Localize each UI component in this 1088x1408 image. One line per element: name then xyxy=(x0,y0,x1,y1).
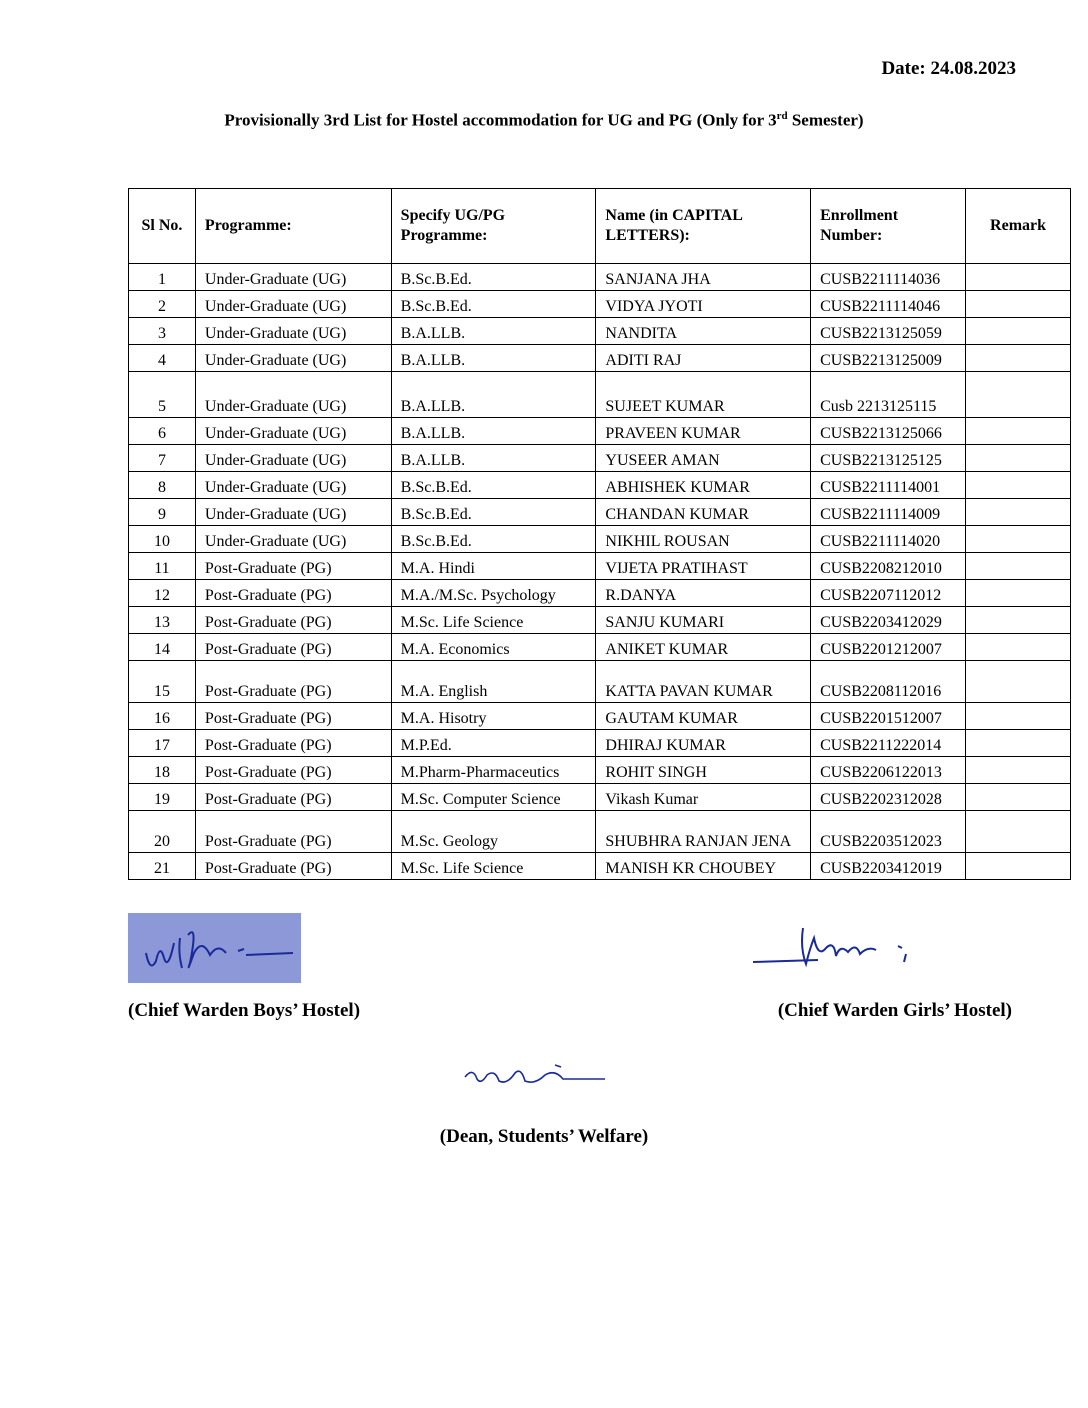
cell-name: Vikash Kumar xyxy=(596,784,811,811)
cell-name: GAUTAM KUMAR xyxy=(596,703,811,730)
cell-course: B.Sc.B.Ed. xyxy=(391,472,596,499)
cell-course: M.A. Hindi xyxy=(391,553,596,580)
cell-enrollment: CUSB2211114046 xyxy=(811,291,966,318)
cell-course: B.A.LLB. xyxy=(391,418,596,445)
table-row xyxy=(129,811,1071,853)
cell-enrollment: Cusb 2213125115 xyxy=(811,372,966,418)
cell-sl: 13 xyxy=(129,607,196,634)
col-header-enrollment: Enrollment Number: xyxy=(811,189,966,264)
table-row xyxy=(129,703,1071,730)
cell-sl: 2 xyxy=(129,291,196,318)
cell-remark xyxy=(966,730,1071,757)
cell-enrollment: CUSB2208112016 xyxy=(811,661,966,703)
cell-remark xyxy=(966,372,1071,418)
cell-remark xyxy=(966,472,1071,499)
cell-programme: Under-Graduate (UG) xyxy=(195,499,391,526)
cell-sl: 16 xyxy=(129,703,196,730)
cell-name: SANJANA JHA xyxy=(596,264,811,291)
table-row xyxy=(129,445,1071,472)
cell-sl: 10 xyxy=(129,526,196,553)
cell-programme: Under-Graduate (UG) xyxy=(195,372,391,418)
title-superscript: rd xyxy=(776,110,788,122)
cell-programme: Post-Graduate (PG) xyxy=(195,703,391,730)
cell-sl: 20 xyxy=(129,811,196,853)
cell-name: CHANDAN KUMAR xyxy=(596,499,811,526)
cell-name: YUSEER AMAN xyxy=(596,445,811,472)
cell-programme: Under-Graduate (UG) xyxy=(195,472,391,499)
cell-name: MANISH KR CHOUBEY xyxy=(596,853,811,880)
table-row xyxy=(129,661,1071,703)
cell-course: M.A. Economics xyxy=(391,634,596,661)
cell-course: B.A.LLB. xyxy=(391,318,596,345)
cell-name: ABHISHEK KUMAR xyxy=(596,472,811,499)
table-row xyxy=(129,730,1071,757)
cell-course: B.A.LLB. xyxy=(391,445,596,472)
cell-course: M.Sc. Life Science xyxy=(391,853,596,880)
cell-enrollment: CUSB2211114036 xyxy=(811,264,966,291)
cell-programme: Under-Graduate (UG) xyxy=(195,445,391,472)
girls-warden-signature xyxy=(748,918,918,976)
cell-name: SHUBHRA RANJAN JENA xyxy=(596,811,811,853)
cell-sl: 9 xyxy=(129,499,196,526)
cell-enrollment: CUSB2211114001 xyxy=(811,472,966,499)
cell-programme: Under-Graduate (UG) xyxy=(195,264,391,291)
col-header-remark: Remark xyxy=(966,189,1071,264)
cell-name: DHIRAJ KUMAR xyxy=(596,730,811,757)
cell-course: M.Sc. Computer Science xyxy=(391,784,596,811)
table-row xyxy=(129,853,1071,880)
date-label: Date: 24.08.2023 xyxy=(881,58,1016,79)
cell-sl: 19 xyxy=(129,784,196,811)
cell-course: B.Sc.B.Ed. xyxy=(391,499,596,526)
table-header-row xyxy=(129,189,1071,264)
table-row xyxy=(129,580,1071,607)
cell-sl: 7 xyxy=(129,445,196,472)
cell-name: PRAVEEN KUMAR xyxy=(596,418,811,445)
cell-name: R.DANYA xyxy=(596,580,811,607)
cell-remark xyxy=(966,499,1071,526)
cell-sl: 11 xyxy=(129,553,196,580)
cell-enrollment: CUSB2213125059 xyxy=(811,318,966,345)
col-header-name: Name (in CAPITAL LETTERS): xyxy=(596,189,811,264)
cell-remark xyxy=(966,445,1071,472)
table-row xyxy=(129,499,1071,526)
cell-name: ADITI RAJ xyxy=(596,345,811,372)
cell-enrollment: CUSB2213125066 xyxy=(811,418,966,445)
table-row xyxy=(129,264,1071,291)
cell-sl: 14 xyxy=(129,634,196,661)
cell-programme: Under-Graduate (UG) xyxy=(195,345,391,372)
cell-enrollment: CUSB2213125009 xyxy=(811,345,966,372)
cell-remark xyxy=(966,634,1071,661)
cell-programme: Post-Graduate (PG) xyxy=(195,634,391,661)
cell-programme: Post-Graduate (PG) xyxy=(195,784,391,811)
cell-remark xyxy=(966,264,1071,291)
cell-course: B.A.LLB. xyxy=(391,372,596,418)
cell-remark xyxy=(966,703,1071,730)
cell-remark xyxy=(966,526,1071,553)
table-row xyxy=(129,607,1071,634)
cell-remark xyxy=(966,580,1071,607)
cell-course: B.Sc.B.Ed. xyxy=(391,264,596,291)
cell-name: SUJEET KUMAR xyxy=(596,372,811,418)
cell-course: M.Sc. Geology xyxy=(391,811,596,853)
cell-remark xyxy=(966,661,1071,703)
table-row xyxy=(129,784,1071,811)
hostel-list-table xyxy=(128,188,1071,880)
table-row xyxy=(129,418,1071,445)
cell-enrollment: CUSB2203412019 xyxy=(811,853,966,880)
cell-name: KATTA PAVAN KUMAR xyxy=(596,661,811,703)
col-header-programme: Programme: xyxy=(195,189,391,264)
cell-course: B.Sc.B.Ed. xyxy=(391,526,596,553)
cell-name: NANDITA xyxy=(596,318,811,345)
cell-programme: Post-Graduate (PG) xyxy=(195,853,391,880)
col-header-sl: Sl No. xyxy=(129,189,196,264)
cell-enrollment: CUSB2213125125 xyxy=(811,445,966,472)
cell-sl: 5 xyxy=(129,372,196,418)
cell-course: B.A.LLB. xyxy=(391,345,596,372)
boys-warden-label: (Chief Warden Boys’ Hostel) xyxy=(128,1000,361,1021)
cell-name: VIJETA PRATIHAST xyxy=(596,553,811,580)
cell-remark xyxy=(966,345,1071,372)
cell-programme: Under-Graduate (UG) xyxy=(195,418,391,445)
cell-enrollment: CUSB2203412029 xyxy=(811,607,966,634)
cell-enrollment: CUSB2206122013 xyxy=(811,757,966,784)
dean-label: (Dean, Students’ Welfare) xyxy=(439,1126,649,1147)
table-row xyxy=(129,472,1071,499)
cell-name: NIKHIL ROUSAN xyxy=(596,526,811,553)
col-header-specify: Specify UG/PG Programme: xyxy=(391,189,596,264)
cell-enrollment: CUSB2201512007 xyxy=(811,703,966,730)
cell-course: M.A./M.Sc. Psychology xyxy=(391,580,596,607)
cell-enrollment: CUSB2201212007 xyxy=(811,634,966,661)
cell-programme: Under-Graduate (UG) xyxy=(195,318,391,345)
cell-programme: Under-Graduate (UG) xyxy=(195,526,391,553)
cell-enrollment: CUSB2211114009 xyxy=(811,499,966,526)
cell-remark xyxy=(966,607,1071,634)
table-row xyxy=(129,345,1071,372)
dean-signature xyxy=(455,1055,615,1095)
cell-programme: Post-Graduate (PG) xyxy=(195,607,391,634)
cell-sl: 6 xyxy=(129,418,196,445)
cell-sl: 4 xyxy=(129,345,196,372)
cell-name: ANIKET KUMAR xyxy=(596,634,811,661)
table-row xyxy=(129,526,1071,553)
cell-name: VIDYA JYOTI xyxy=(596,291,811,318)
cell-programme: Post-Graduate (PG) xyxy=(195,661,391,703)
cell-sl: 17 xyxy=(129,730,196,757)
cell-course: M.P.Ed. xyxy=(391,730,596,757)
cell-remark xyxy=(966,811,1071,853)
cell-sl: 12 xyxy=(129,580,196,607)
cell-sl: 15 xyxy=(129,661,196,703)
page-title xyxy=(0,110,1088,131)
cell-enrollment: CUSB2202312028 xyxy=(811,784,966,811)
cell-sl: 21 xyxy=(129,853,196,880)
cell-sl: 1 xyxy=(129,264,196,291)
cell-remark xyxy=(966,553,1071,580)
cell-programme: Post-Graduate (PG) xyxy=(195,730,391,757)
cell-remark xyxy=(966,853,1071,880)
title-end: Semester) xyxy=(787,110,864,130)
cell-programme: Post-Graduate (PG) xyxy=(195,811,391,853)
cell-enrollment: CUSB2203512023 xyxy=(811,811,966,853)
cell-remark xyxy=(966,318,1071,345)
cell-course: B.Sc.B.Ed. xyxy=(391,291,596,318)
table-row xyxy=(129,318,1071,345)
cell-enrollment: CUSB2208212010 xyxy=(811,553,966,580)
cell-sl: 18 xyxy=(129,757,196,784)
cell-enrollment: CUSB2211114020 xyxy=(811,526,966,553)
cell-course: M.Pharm-Pharmaceutics xyxy=(391,757,596,784)
cell-remark xyxy=(966,784,1071,811)
cell-sl: 8 xyxy=(129,472,196,499)
boys-warden-signature xyxy=(128,913,301,983)
cell-remark xyxy=(966,757,1071,784)
cell-programme: Post-Graduate (PG) xyxy=(195,757,391,784)
table-row xyxy=(129,291,1071,318)
table-row xyxy=(129,634,1071,661)
cell-remark xyxy=(966,291,1071,318)
cell-course: M.A. English xyxy=(391,661,596,703)
cell-course: M.A. Hisotry xyxy=(391,703,596,730)
cell-name: ROHIT SINGH xyxy=(596,757,811,784)
cell-name: SANJU KUMARI xyxy=(596,607,811,634)
cell-course: M.Sc. Life Science xyxy=(391,607,596,634)
cell-programme: Post-Graduate (PG) xyxy=(195,580,391,607)
cell-sl: 3 xyxy=(129,318,196,345)
table-row xyxy=(129,553,1071,580)
cell-remark xyxy=(966,418,1071,445)
cell-enrollment: CUSB2211222014 xyxy=(811,730,966,757)
table-row xyxy=(129,372,1071,418)
girls-warden-label: (Chief Warden Girls’ Hostel) xyxy=(777,1000,1012,1021)
title-main: Provisionally 3rd List for Hostel accommodation for UG and PG (Only for 3 xyxy=(224,110,777,130)
cell-programme: Under-Graduate (UG) xyxy=(195,291,391,318)
table-row xyxy=(129,757,1071,784)
cell-programme: Post-Graduate (PG) xyxy=(195,553,391,580)
cell-enrollment: CUSB2207112012 xyxy=(811,580,966,607)
